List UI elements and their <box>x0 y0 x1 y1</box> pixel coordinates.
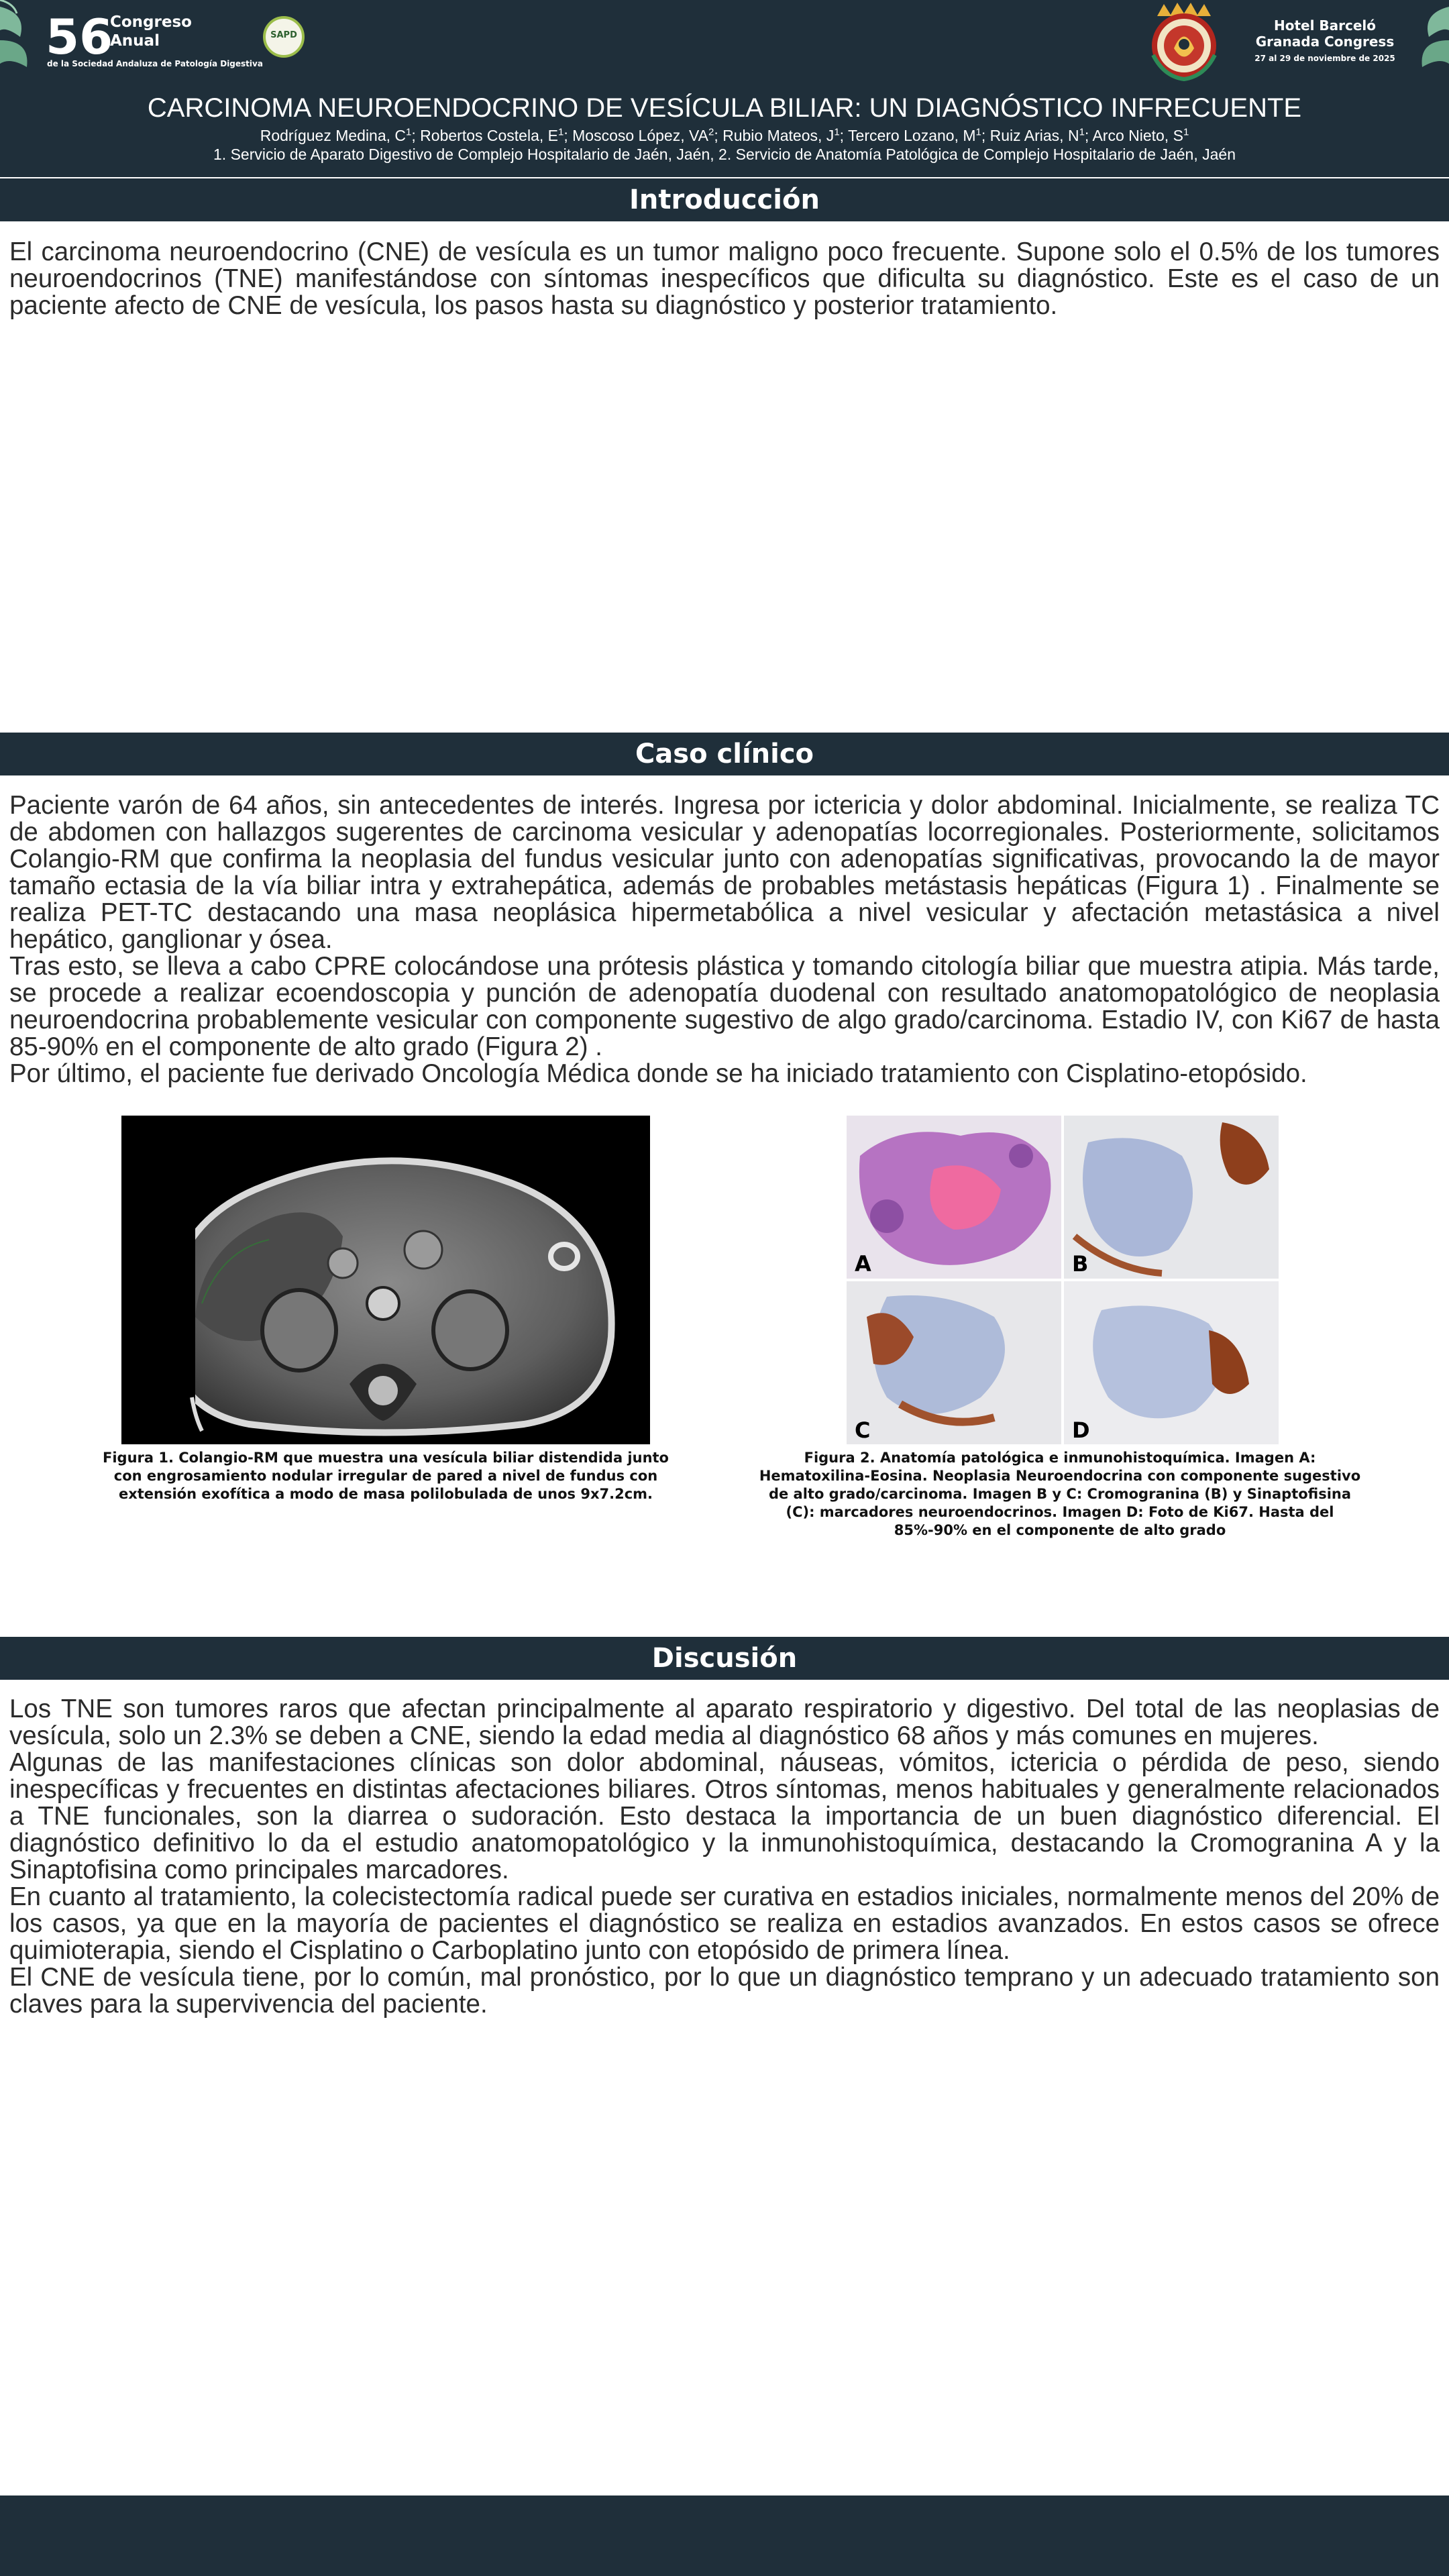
leaf-decoration-left-icon <box>0 0 47 80</box>
discusion-text <box>9 1696 1440 2018</box>
section-heading-discusion: Discusión <box>0 1637 1449 1680</box>
panel-label-a: A <box>855 1251 871 1277</box>
sapd-logo-text: SAPD <box>270 30 297 40</box>
venue-dates: 27 al 29 de noviembre de 2025 <box>1254 54 1395 63</box>
caso-paragraph: Tras esto, se lleva a cabo CPRE colocándose una prótesis plástica y tomando citología biliar que muestra atipia. Más tarde, se procede a realizar ecoendoscopia y punción de adenopatía duodenal con resultado anatomopatológico de neoplasia neuroendocrina probablemente vesicular con componente sugestivo de algo grado/carcinoma. Estadio IV, con Ki67 de hasta 85-90% en el componente de alto grado (Figura 2) . <box>9 952 1440 1061</box>
discusion-paragraph: El CNE de vesícula tiene, por lo común, mal pronóstico, por lo que un diagnóstico temprano y un adecuado tratamiento son claves para la supervivencia del paciente. <box>9 1963 1440 2019</box>
poster-footer <box>0 2496 1449 2576</box>
panel-label-c: C <box>855 1417 871 1443</box>
author-name: Rodríguez Medina, C <box>260 127 407 144</box>
author-affiliation-marker: 1 <box>1079 126 1085 138</box>
figure-2-histology-panels <box>847 1116 1279 1444</box>
leaf-decoration-right-icon <box>1402 0 1449 80</box>
congress-word-1: Congreso <box>110 13 192 31</box>
introduccion-paragraph: El carcinoma neuroendocrino (CNE) de vesícula es un tumor maligno poco frecuente. Supone solo el 0.5% de los tumores neuroendocrinos (TNE) manifestándose con síntomas inespecíficos que dificulta su diagnóstico. Este es el caso de un paciente afecto de CNE de vesícula, los pasos hasta su diagnóstico y posterior tratamiento. <box>9 237 1440 320</box>
section-heading-caso-clinico: Caso clínico <box>0 733 1449 775</box>
congress-word-2: Anual <box>110 32 160 50</box>
caso-paragraph: Paciente varón de 64 años, sin antecedentes de interés. Ingresa por ictericia y dolor abdominal. Inicialmente, se realiza TC de abdomen con hallazgos sugerentes de carcinoma vesicular y adenopatías locorregionales. Posteriormente, solicitamos Colangio-RM que confirma la neoplasia del fundus vesicular junto con adenopatías significativas, provocando la de mayor tamaño ectasia de la vía biliar intra y extrahepática, además de probables metástasis hepáticas (Figura 1) . Finalmente se realiza PET-TC destacando una masa neoplásica hipermetabólica a nivel vesicular y afectación metastásica a nivel hepático, ganglionar y ósea. <box>9 791 1440 954</box>
panel-label-b: B <box>1072 1251 1089 1277</box>
congress-subtitle: de la Sociedad Andaluza de Patología Digestiva <box>47 59 263 68</box>
histology-panels-illustration <box>847 1116 1279 1444</box>
author-affiliation-marker: 1 <box>1183 126 1189 138</box>
mri-scan-illustration <box>121 1116 650 1444</box>
author-list: Rodríguez Medina, $C^1$; Robertos Costela, $E^1$; Moscoso López, $VA^2$; Rubio Mateos, $J^1$; Tercero Lozano, $M^1$; Ruiz Arias, $N^1$; Arco Nieto, $S^1$ <box>260 126 1189 144</box>
affiliations: 1. Servicio de Aparato Digestivo de Complejo Hospitalario de Jaén, Jaén, 2. Servicio de Anatomía Patológica de Complejo Hospitalario de Jaén, Jaén <box>213 146 1236 163</box>
figure-1-caption: Figura 1. Colangio-RM que muestra una vesícula biliar distendida junto con engrosamiento nodular irregular de pared a nivel de fundus con extensión exofítica a modo de masa polilobulada de unos 9x7.2cm. <box>103 1450 669 1502</box>
introduccion-text <box>9 239 1440 319</box>
discusion-paragraph: Los TNE son tumores raros que afectan principalmente al aparato respiratorio y digestivo. Del total de las neoplasias de vesícula, solo un 2.3% se deben a CNE, siendo la edad media al diagnóstico 68 años y más comunes en mujeres. <box>9 1695 1440 1750</box>
author-name: Tercero Lozano, M <box>848 127 976 144</box>
poster-title: CARCINOMA NEUROENDOCRINO DE VESÍCULA BILIAR: UN DIAGNÓSTICO INFRECUENTE <box>147 93 1302 123</box>
congress-number: 56 <box>46 9 113 65</box>
author-affiliation-marker: 1 <box>406 126 412 138</box>
poster-header <box>0 0 1449 177</box>
author-affiliation-marker: 1 <box>834 126 840 138</box>
venue-line-1: Hotel Barceló <box>1273 17 1377 34</box>
venue-line-2: Granada Congress <box>1255 34 1395 50</box>
discusion-paragraph: Algunas de las manifestaciones clínicas son dolor abdominal, náuseas, vómitos, ictericia o pérdida de peso, siendo inespecíficas y frecuentes en distintas afectaciones biliares. Otros síntomas, menos habituales y generalmente relacionados a TNE funcionales, son la diarrea o sudoración. Esto destaca la importancia de un buen diagnóstico diferencial. El diagnóstico definitivo lo da el estudio anatomopatológico y la inmunohistoquímica, destacando la Cromogranina A y la Sinaptofisina como principales marcadores. <box>9 1748 1440 1884</box>
caso-clinico-text <box>9 792 1440 1087</box>
author-name: Rubio Mateos, J <box>722 127 835 144</box>
congress-logo <box>46 7 297 70</box>
author-name: Arco Nieto, S <box>1092 127 1183 144</box>
granada-seal-icon <box>1144 1 1224 82</box>
figure-2-caption: Figura 2. Anatomía patológica e inmunohistoquímica. Imagen A: Hematoxilina-Eosina. Neoplasia Neuroendocrina con componente sugestivo de alto grado/carcinoma. Imagen B y C: Cromogranina (B) y Sinaptofisina (C): marcadores neuroendocrinos. Imagen D: Foto de Ki67. Hasta del 85%-90% en el componente de alto grado <box>759 1450 1361 1538</box>
author-affiliation-marker: 1 <box>975 126 981 138</box>
caso-paragraph: Por último, el paciente fue derivado Oncología Médica donde se ha iniciado tratamiento con Cisplatino-etopósido. <box>9 1059 1307 1088</box>
figure-1-mri-image <box>121 1116 650 1444</box>
author-name: Ruiz Arias, N <box>989 127 1079 144</box>
author-name: Moscoso López, VA <box>572 127 708 144</box>
author-name: Robertos Costela, E <box>420 127 558 144</box>
discusion-paragraph: En cuanto al tratamiento, la colecistectomía radical puede ser curativa en estadios iniciales, normalmente menos del 20% de los casos, ya que en la mayoría de pacientes el diagnóstico se realiza en estadios avanzados. En estos casos se ofrece quimioterapia, siendo el Cisplatino o Carboplatino junto con etopósido de primera línea. <box>9 1882 1440 1965</box>
section-heading-introduccion: Introducción <box>0 178 1449 221</box>
panel-label-d: D <box>1072 1417 1090 1443</box>
author-affiliation-marker: 1 <box>558 126 564 138</box>
sapd-logo <box>263 16 305 58</box>
author-affiliation-marker: 2 <box>708 126 714 138</box>
